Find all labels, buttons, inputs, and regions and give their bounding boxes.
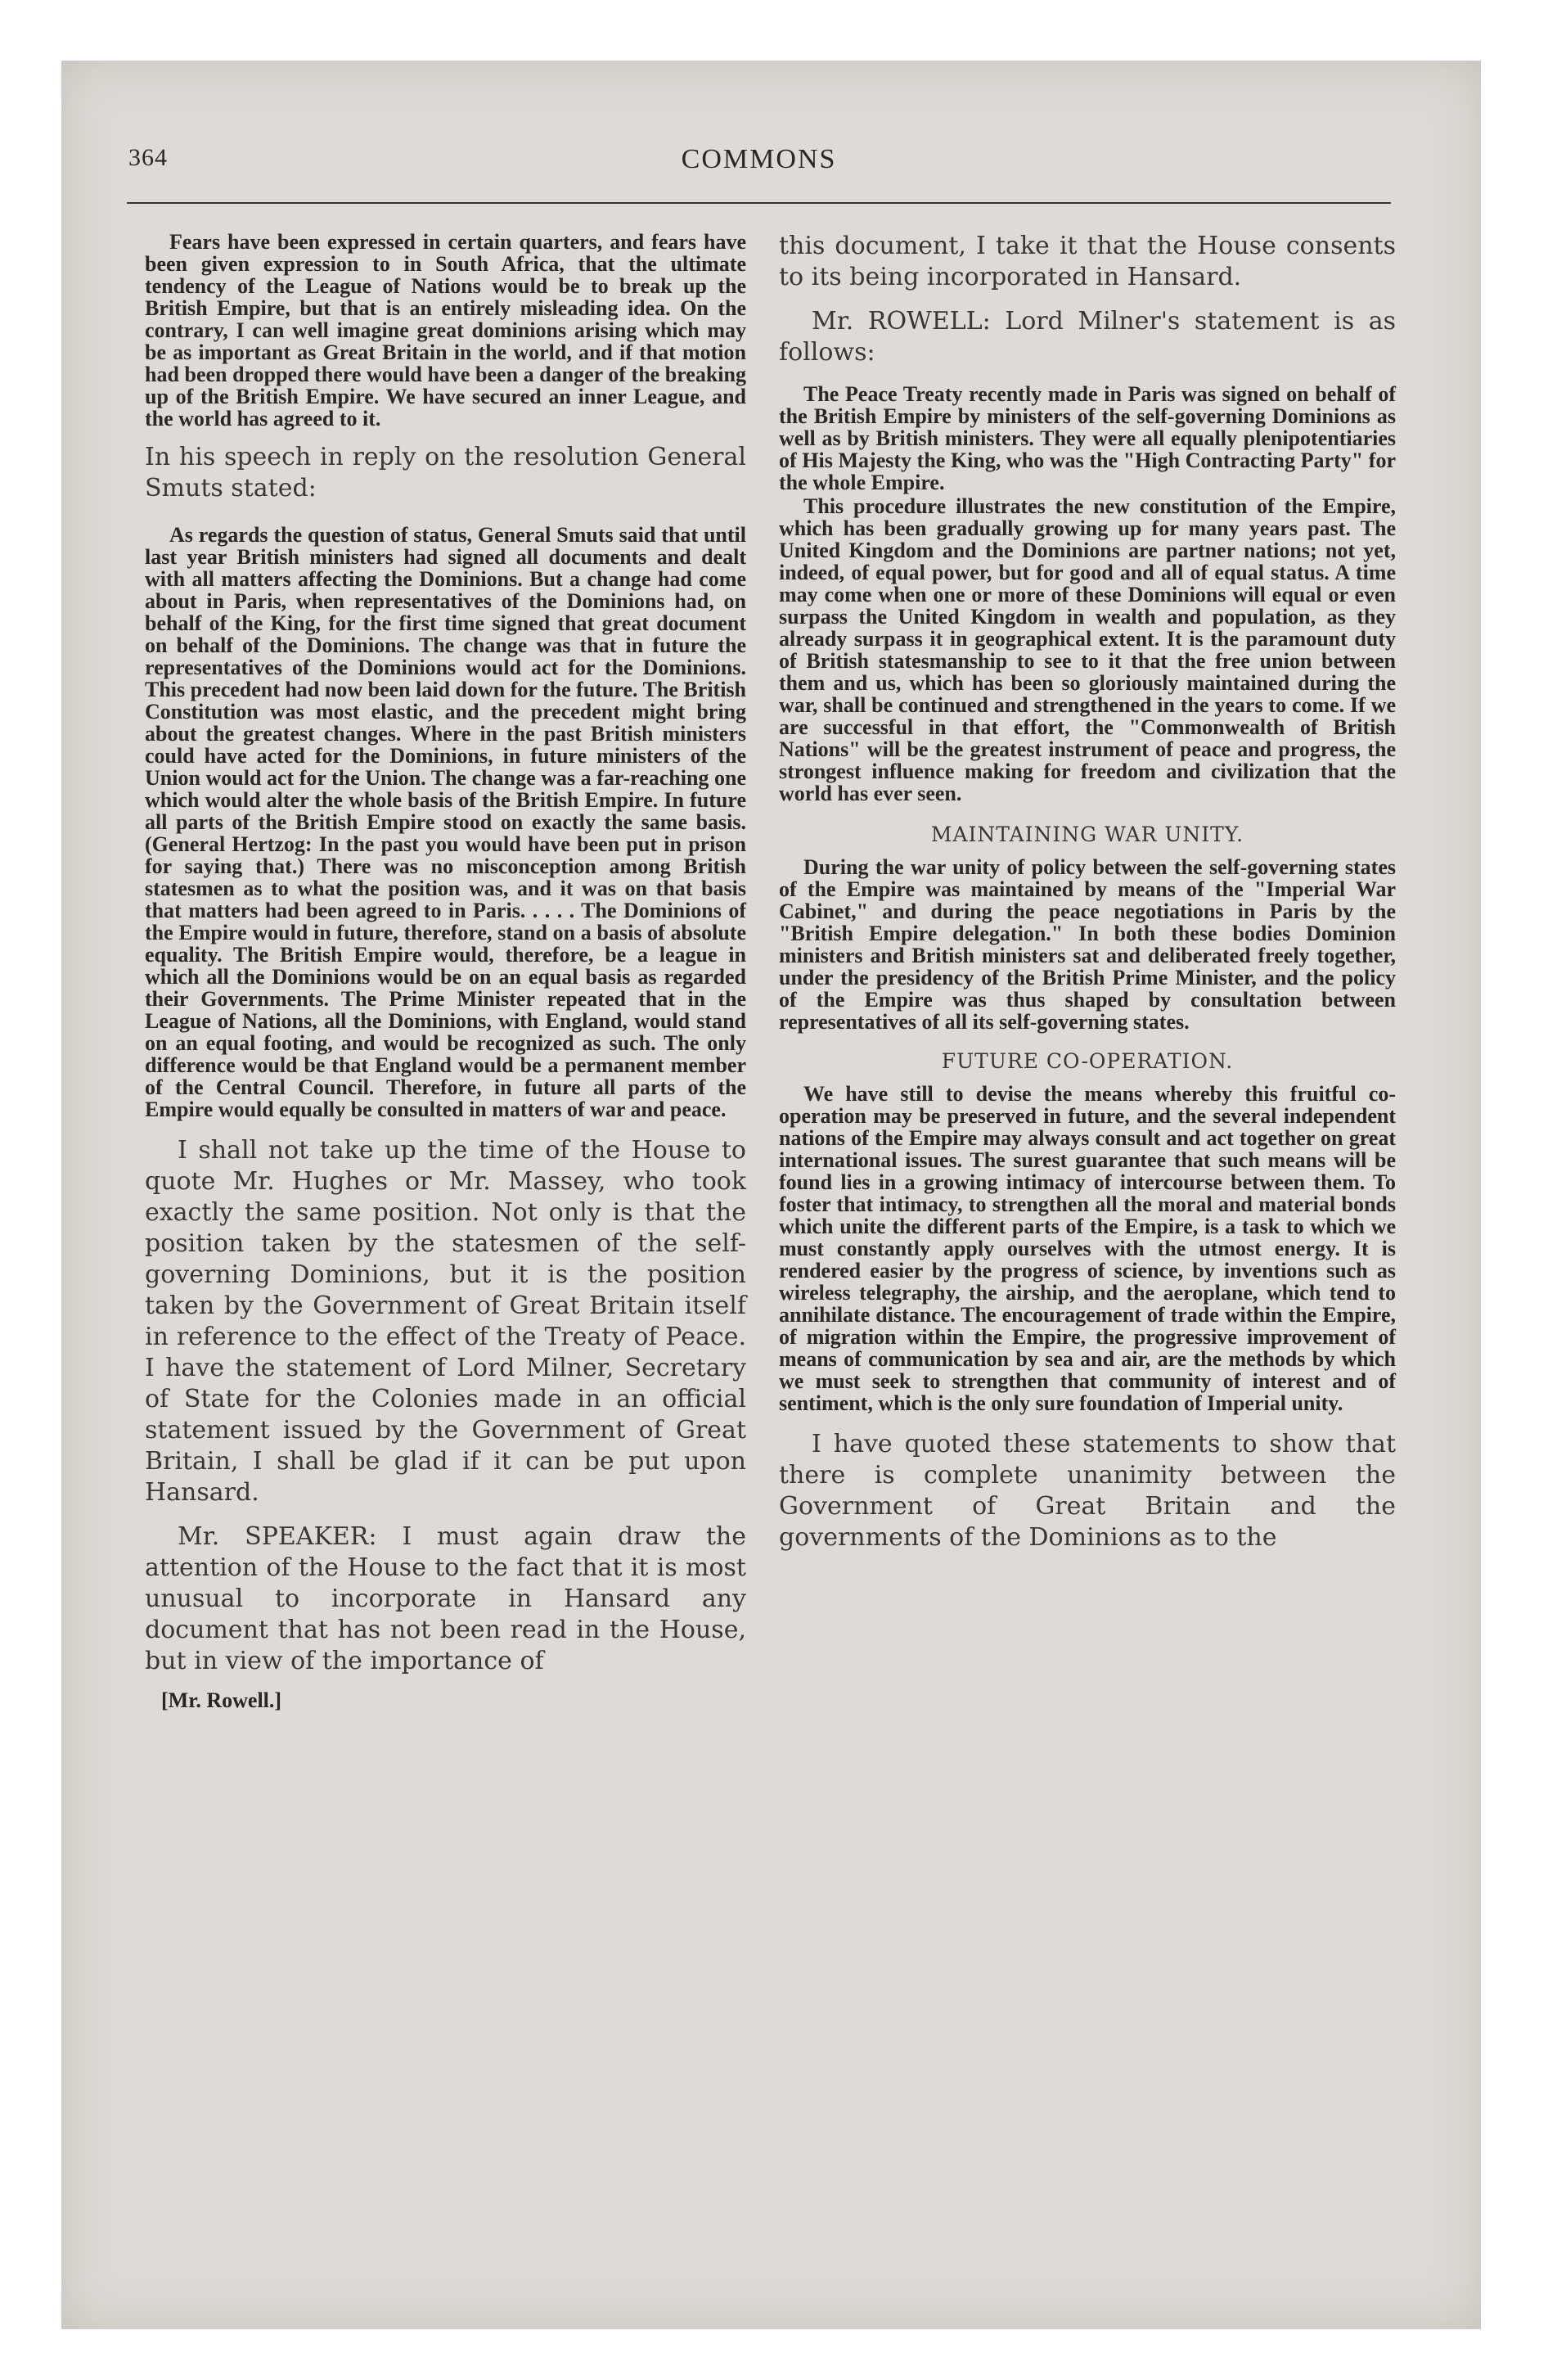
running-head: COMMONS bbox=[681, 144, 837, 174]
left-paragraph-3: As regards the question of status, General Smuts said that until last year British ministers had signed all documents and dealt with all matters affecting the Dominions. But a change had come about in Paris, when representatives of the Dominions had, on behalf of the King, for the first time signed that great document on behalf of the Dominions. The change was that in future the representatives of the Dominions would act for the Dominions. This precedent had now been laid down for the future. The British Constitution was most elastic, and the precedent might bring about the greatest changes. Where in the past British ministers could have acted for the Dominions, in future ministers of the Union would act for the Union. The change was a far-reaching one which would alter the whole basis of the British Empire. In future all parts of the British Empire stood on exactly the same basis. (General Hertzog: In the past you would have been put in prison for saying that.) There was no misconception among British statesmen as to what the position was, and it was on that basis that matters had been agreed to in Paris. . . . . The Dominions of the Empire would in future, therefore, stand on a basis of absolute equality. The British Empire would, therefore, be a league in which all the Dominions would be on an equal basis as regarded their Governments. The Prime Minister repeated that in the League of Nations, all the Dominions, with England, would stand on an equal footing, and would be recognized as such. The only difference would be that England would be a permanent member of the Central Council. Therefore, in future all parts of the Empire would equally be consulted in matters of war and peace. bbox=[145, 523, 746, 1121]
right-paragraph-5: During the war unity of policy between the self-governing states of the Empire was maintained by means of the "Imperial War Cabinet," and during the peace negotiations in Paris by the "British Empire delegation." In both these bodies Dominion ministers and British ministers sat and deliberated freely together, under the presidency of the British Prime Minister, and the policy of the Empire was thus shaped by consultation between representatives of all its self-governing states. bbox=[779, 855, 1396, 1034]
right-column bbox=[779, 231, 1396, 1553]
right-paragraph-3: The Peace Treaty recently made in Paris was signed on behalf of the British Empire by ministers of the self-governing Dominions as well as by British ministers. They were all equally plenipotentiaries of His Majesty the King, who was the "High Contracting Party" for the whole Empire. bbox=[779, 382, 1396, 494]
right-paragraph-7: I have quoted these statements to show that there is complete unanimity between the Government of Great Britain and the governments of the Dominions as to the bbox=[779, 1430, 1396, 1552]
left-column bbox=[145, 231, 746, 1713]
right-paragraph-1: this document, I take it that the House consents to its being incorporated in Hansard. bbox=[779, 232, 1396, 291]
left-paragraph-2: In his speech in reply on the resolution General Smuts stated: bbox=[145, 443, 746, 503]
section-heading-war-unity: MAINTAINING WAR UNITY. bbox=[930, 823, 1244, 846]
left-paragraph-1: Fears have been expressed in certain quarters, and fears have been given expression to in South Africa, that the ultimate tendency of the League of Nations would be to break up the British Empire, but that is an entirely misleading idea. On the contrary, I can well imagine great dominions arising which may be as important as Great Britain in the world, and if that motion had been dropped there would have been a danger of the breaking up of the British Empire. We have secured an inner League, and the world has agreed to it. bbox=[145, 230, 746, 430]
section-heading-future-cooperation: FUTURE CO-OPERATION. bbox=[941, 1049, 1234, 1073]
speaker-attribution: [Mr. Rowell.] bbox=[161, 1688, 282, 1712]
page-header bbox=[127, 144, 1391, 177]
left-paragraph-5: Mr. SPEAKER: I must again draw the attention of the House to the fact that it is most unusual to incorporate in Hansard any document that has not been read in the House, but in view of the importance of bbox=[145, 1522, 746, 1675]
header-rule bbox=[127, 202, 1391, 204]
left-paragraph-4: I shall not take up the time of the House to quote Mr. Hughes or Mr. Massey, who took exactly the same position. Not only is that the position taken by the statesmen of the self-governing Dominions, but it is the position taken by the Government of Great Britain itself in reference to the effect of the Treaty of Peace. I have the statement of Lord Milner, Secretary of State for the Colonies made in an official statement issued by the Government of Great Britain, I shall be glad if it can be put upon Hansard. bbox=[145, 1136, 746, 1507]
right-paragraph-6: We have still to devise the means whereby this fruitful co-operation may be preserved in future, and the several independent nations of the Empire may always consult and act together on great international issues. The surest guarantee that such means will be found lies in a growing intimacy of intercourse between them. To foster that intimacy, to strengthen all the moral and material bonds which unite the different parts of the Empire, is a task to which we must constantly apply ourselves with the utmost energy. It is rendered easier by the progress of science, by inventions such as wireless telegraphy, the airship, and the aeroplane, which tend to annihilate distance. The encouragement of trade within the Empire, of migration within the Empire, the progressive improvement of means of communication by sea and air, are the methods by which we must seek to strengthen that community of interest and of sentiment, which is the only sure foundation of Imperial unity. bbox=[779, 1082, 1396, 1415]
right-paragraph-4: This procedure illustrates the new constitution of the Empire, which has been gradually growing up for many years past. The United Kingdom and the Dominions are partner nations; not yet, indeed, of equal power, but for good and all of equal status. A time may come when one or more of these Dominions will equal or even surpass the United Kingdom in wealth and population, as they already surpass it in geographical extent. It is the paramount duty of British statesmanship to see to it that the free union between them and us, which has been so gloriously maintained during the war, shall be continued and strengthened in the years to come. If we are successful in that effort, the "Commonwealth of British Nations" will be the greatest instrument of peace and progress, the strongest influence making for freedom and civilization that the world has ever seen. bbox=[779, 494, 1396, 805]
page-number: 364 bbox=[128, 144, 168, 171]
right-paragraph-2: Mr. ROWELL: Lord Milner's statement is as follows: bbox=[779, 307, 1396, 367]
